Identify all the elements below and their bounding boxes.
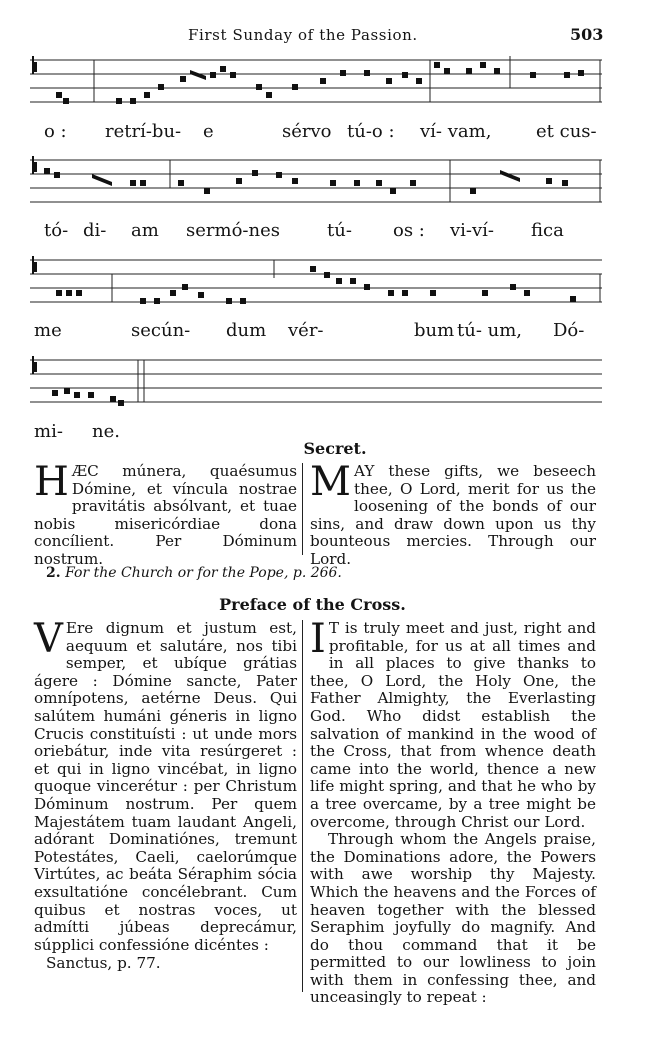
preface-english-text-2: Through whom the Angels praise, the Dominations adore, the Powers with awe worship thy Majesty. Which the heavens and the Forces of heaven together with the blessed Seraphim joyfully do magnify. And do thou command that it be permitted to our lowliness to join with them in confessing thee, and unceasingly to repeat : bbox=[310, 830, 596, 1007]
chant-line-1-syllable: sérvo bbox=[282, 121, 332, 142]
chant-line-1-syllable: et cus- bbox=[536, 121, 597, 142]
rubric-note bbox=[46, 565, 342, 581]
drop-cap-initial: H bbox=[34, 459, 69, 505]
chant-line-2-syllable: di- bbox=[83, 220, 107, 241]
chant-line-4-syllable: mi- bbox=[34, 421, 63, 442]
chant-line-4-syllable: ne. bbox=[92, 421, 120, 442]
chant-line-2-syllable: os : bbox=[393, 220, 425, 241]
chant-line-2-syllable: am bbox=[131, 220, 159, 241]
chant-staff-3 bbox=[30, 248, 602, 328]
chant-line-1-syllable: o : bbox=[44, 121, 67, 142]
preface-heading: Preface of the Cross. bbox=[219, 595, 406, 614]
secret-english-column bbox=[310, 459, 596, 569]
chant-line-3-syllable: bum bbox=[414, 320, 455, 341]
column-divider bbox=[302, 620, 303, 992]
preface-latin-column bbox=[34, 616, 297, 973]
preface-english-text: T is truly meet and just, right and profitable, for us at all times and in all places to give thanks to thee, O Lord, the Holy One, the Father Almighty, the Everlasting God. Who didst establish the salvation of mankind in the wood of the Cross, that from whence death came into the world, thence a new life might spring, and that he who by a tree overcame, by a tree might be overcome, through Christ our Lord. bbox=[310, 619, 596, 831]
chant-line-3-syllable: vér- bbox=[288, 320, 324, 341]
chant-line-3-syllable: dum bbox=[226, 320, 267, 341]
column-divider bbox=[302, 463, 303, 555]
chant-staff-2 bbox=[30, 148, 602, 228]
preface-english-column bbox=[310, 616, 596, 1007]
chant-line-2-syllable: fica bbox=[531, 220, 564, 241]
chant-line-2-syllable: vi-ví- bbox=[450, 220, 495, 241]
chant-staff-4 bbox=[30, 348, 602, 428]
page-number: 503 bbox=[570, 25, 604, 44]
chant-line-2-syllable: tú- bbox=[327, 220, 352, 241]
secret-heading: Secret. bbox=[303, 439, 367, 458]
chant-staff-1 bbox=[30, 48, 602, 128]
running-header-title: First Sunday of the Passion. bbox=[188, 26, 418, 44]
chant-line-2-syllable: tó- bbox=[44, 220, 69, 241]
chant-line-1-syllable: e bbox=[203, 121, 214, 142]
rubric-note-text: For the Church or for the Pope, p. 266. bbox=[65, 565, 342, 581]
chant-line-1-syllable: retrí-bu- bbox=[105, 121, 182, 142]
chant-line-3-syllable: tú- um, bbox=[457, 320, 523, 341]
secret-latin-column bbox=[34, 459, 297, 569]
drop-cap-initial: M bbox=[310, 459, 351, 505]
secret-english-text: AY these gifts, we beseech thee, O Lord, merit for us the loosening of the bonds of our sins, and draw down upon us thy bounteous mercies. Through our Lord. bbox=[310, 462, 596, 568]
chant-line-1-syllable: ví- vam, bbox=[420, 121, 492, 142]
rubric-note-number: 2. bbox=[46, 565, 61, 581]
drop-cap-initial: V bbox=[34, 616, 63, 662]
chant-line-1-syllable: tú-o : bbox=[347, 121, 395, 142]
chant-line-3-syllable: Dó- bbox=[553, 320, 585, 341]
chant-line-3-syllable: secún- bbox=[131, 320, 191, 341]
chant-line-2-syllable: sermó-nes bbox=[186, 220, 280, 241]
drop-cap-initial: I bbox=[310, 616, 326, 662]
secret-latin-text: ÆC múnera, quaésumus Dómine, et víncula nostrae pravitátis absólvant, et tuae nobis misericórdiae dona concílient. Per Dóminum nostrum. bbox=[34, 462, 297, 568]
sanctus-reference: Sanctus, p. 77. bbox=[46, 954, 161, 973]
preface-latin-text: Ere dignum et justum est, aequum et salutáre, nos tibi semper, et ubíque grátias ágere : Dómine sancte, Pater omnípotens, aetérne Deus. Qui salútem humáni géneris in ligno Crucis constituísti : ut unde mors oriebátur, inde vita resúrgeret : et qui in ligno vincébat, in ligno quoque vincerétur : per Christum Dóminum nostrum. Per quem Majestátem tuam laudant Angeli, adórant Dominatiónes, tremunt Potestátes, Caeli, caelorúmque Virtútes, ac beáta Séraphim sócia exsultatióne concélebrant. Cum quibus et nostras voces, ut admítti júbeas deprecámur, súpplici confessióne dicéntes : bbox=[34, 619, 297, 954]
chant-line-3-syllable: me bbox=[34, 320, 62, 341]
